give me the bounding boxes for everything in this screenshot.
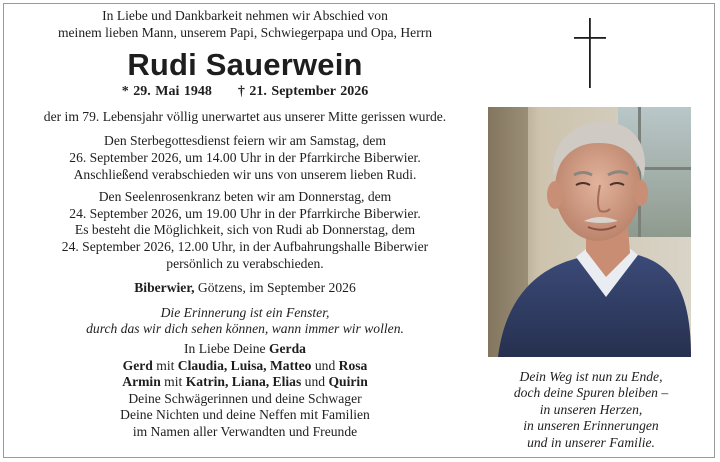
portrait-photo bbox=[488, 107, 691, 357]
poem-line-1: Dein Weg ist nun zu Ende, bbox=[519, 369, 663, 384]
family-grandkid-1-last: Rosa bbox=[338, 357, 368, 373]
poem-line-4: in unseren Erinnerungen bbox=[523, 418, 659, 434]
intro-line-2: meinem lieben Mann, unserem Papi, Schwiegerpapa und Opa, Herrn bbox=[57, 24, 433, 40]
family-child-1: Gerd bbox=[122, 357, 153, 373]
cross-icon bbox=[574, 18, 606, 88]
poem-line-3: in unseren Herzen, bbox=[539, 401, 643, 417]
family-grandkids-1: Claudia, Luisa, Matteo bbox=[177, 357, 312, 373]
quote-line-2: durch das wir dich sehen können, wann immer wir wollen. bbox=[86, 321, 404, 337]
place-rest: Götzens, im September 2026 bbox=[194, 280, 356, 296]
poem bbox=[476, 369, 706, 451]
rosary-line-2: 24. September 2026, um 19.00 Uhr in der Pfarrkirche Biberwier. bbox=[69, 205, 421, 221]
funeral-info bbox=[10, 133, 480, 183]
viewing-info bbox=[10, 222, 480, 272]
life-dates bbox=[10, 84, 480, 101]
family-child-2: Armin bbox=[122, 374, 161, 390]
family-and-2: und bbox=[301, 374, 329, 390]
viewing-line-3: persönlich zu verabschieden. bbox=[166, 255, 324, 271]
funeral-line-2: 26. September 2026, um 14.00 Uhr in der Pfarrkirche Biberwier. bbox=[69, 149, 421, 165]
family-intro: In Liebe Deine bbox=[184, 340, 269, 356]
intro-line-1: In Liebe und Dankbarkeit nehmen wir Abschied von bbox=[102, 8, 388, 23]
place-town: Biberwier, bbox=[134, 280, 195, 296]
family-signature bbox=[10, 341, 480, 441]
statement: der im 79. Lebensjahr völlig unerwartet aus unserer Mitte gerissen wurde. bbox=[43, 108, 447, 124]
viewing-line-2: 24. September 2026, 12.00 Uhr, in der Aufbahrungshalle Biberwier bbox=[61, 238, 429, 254]
family-grandkid-2-last: Quirin bbox=[328, 374, 368, 390]
family-with-2: mit bbox=[160, 374, 186, 390]
birth-date: * 29. Mai 1948 bbox=[121, 84, 212, 100]
portrait-illustration bbox=[488, 107, 691, 357]
family-line-5: Deine Nichten und deine Neffen mit Familien bbox=[120, 407, 370, 423]
family-with-1: mit bbox=[152, 357, 178, 373]
funeral-line-1: Den Sterbegottesdienst feiern wir am Samstag, dem bbox=[104, 133, 386, 149]
quote-line-1: Die Erinnerung ist ein Fenster, bbox=[160, 304, 330, 320]
notice-text-column bbox=[10, 8, 480, 440]
poem-line-5: und in unserer Familie. bbox=[527, 434, 655, 450]
place-date bbox=[10, 280, 480, 297]
rosary-line-1: Den Seelenrosenkranz beten wir am Donnerstag, dem bbox=[98, 189, 392, 205]
rosary-info bbox=[10, 189, 480, 222]
family-line-3 bbox=[10, 374, 480, 391]
family-line-4: Deine Schwägerinnen und deine Schwager bbox=[128, 390, 362, 406]
death-date: † 21. September 2026 bbox=[237, 84, 369, 100]
viewing-line-1: Es besteht die Möglichkeit, sich von Rudi ab Donnerstag, dem bbox=[74, 222, 416, 238]
poem-line-2: doch deine Spuren bleiben – bbox=[513, 385, 669, 401]
family-and-1: und bbox=[311, 357, 339, 373]
family-grandkids-2: Katrin, Liana, Elias bbox=[185, 374, 302, 390]
family-line-6: im Namen aller Verwandten und Freunde bbox=[132, 423, 358, 439]
quote bbox=[10, 305, 480, 338]
family-line-2 bbox=[10, 358, 480, 375]
family-wife: Gerda bbox=[268, 340, 306, 356]
funeral-line-3: Anschließend verabschieden wir uns von unserem lieben Rudi. bbox=[73, 166, 417, 182]
deceased-name: Rudi Sauerwein bbox=[127, 47, 363, 83]
family-line-1 bbox=[10, 341, 480, 358]
